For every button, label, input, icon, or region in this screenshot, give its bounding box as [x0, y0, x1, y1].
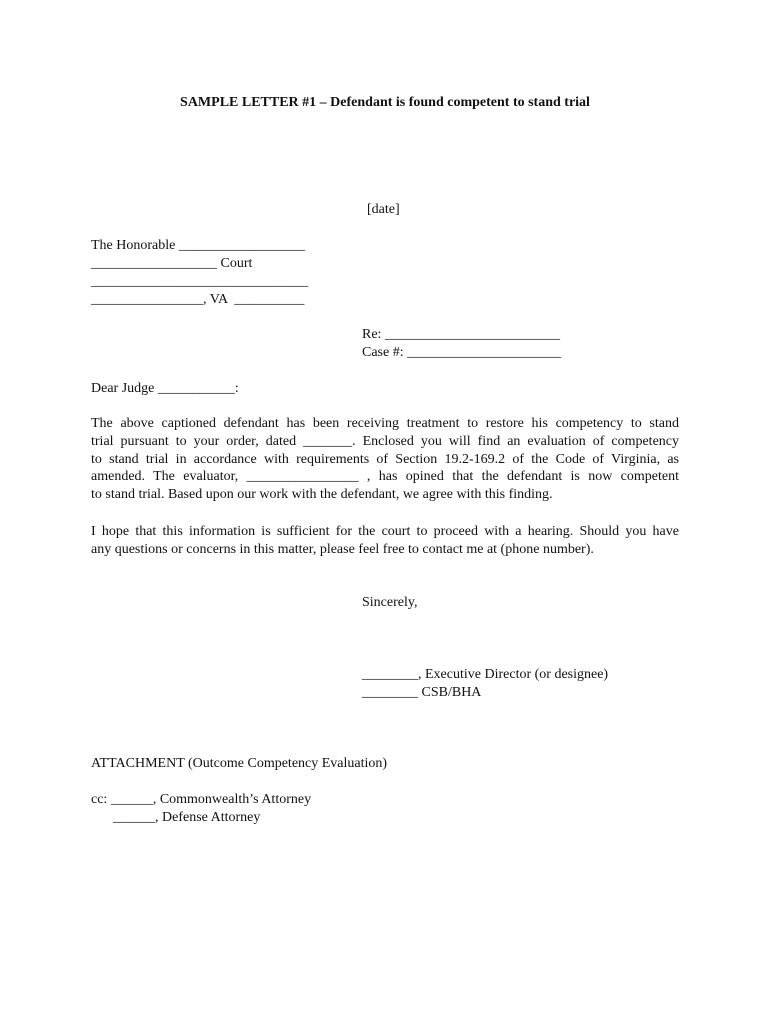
- letter-date: [date]: [367, 202, 400, 217]
- address-line-1: The Honorable __________________: [91, 238, 305, 253]
- body-paragraph-2: [91, 523, 679, 559]
- letter-title: SAMPLE LETTER #1 – Defendant is found competent to stand trial: [180, 95, 590, 110]
- body-paragraph-1: [91, 415, 679, 504]
- case-number-line: Case #: ______________________: [362, 345, 562, 360]
- address-line-4: ________________, VA __________: [91, 292, 305, 307]
- cc-line-1: cc: ______, Commonwealth’s Attorney: [91, 792, 312, 807]
- salutation: Dear Judge ___________:: [91, 381, 239, 396]
- paragraph-line: to stand trial. Based upon our work with the defendant, we agree with this finding.: [91, 487, 553, 503]
- re-line: Re: _________________________: [362, 327, 560, 342]
- paragraph-line: any questions or concerns in this matter, please feel free to contact me at (phone number).: [91, 541, 594, 557]
- address-line-3: _______________________________: [91, 274, 308, 289]
- paragraph-line: to stand trial in accordance with requirements of Section 19.2-169.2 of the Code of Virginia, as: [91, 451, 679, 467]
- paragraph-line: trial pursuant to your order, dated _______. Enclosed you will find an evaluation of competency: [91, 433, 679, 449]
- paragraph-line: amended. The evaluator, ________________ , has opined that the defendant is now competent: [91, 469, 679, 485]
- signature-line-1: ________, Executive Director (or designee): [362, 667, 609, 682]
- closing: Sincerely,: [362, 595, 418, 610]
- address-line-2: __________________ Court: [91, 256, 253, 271]
- signature-line-2: ________ CSB/BHA: [362, 685, 482, 700]
- paragraph-line: I hope that this information is sufficient for the court to proceed with a hearing. Should you have: [91, 524, 679, 539]
- cc-line-2: ______, Defense Attorney: [113, 810, 261, 825]
- paragraph-line: The above captioned defendant has been receiving treatment to restore his competency to stand: [91, 416, 679, 431]
- attachment-note: ATTACHMENT (Outcome Competency Evaluation): [91, 756, 388, 771]
